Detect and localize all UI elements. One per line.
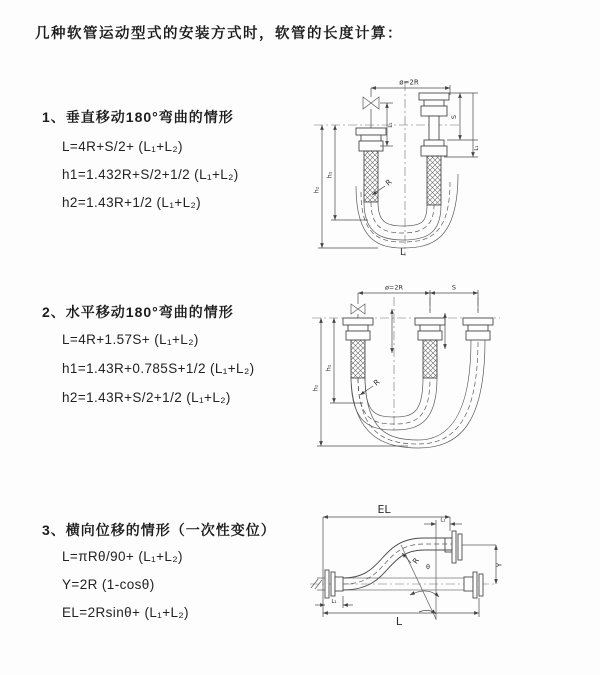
dim-l1-left [380,103,394,146]
label-radius: R [383,177,394,188]
label-l1-right: L₁ [474,145,480,151]
left-fitting [343,318,373,340]
label-width: ø=2R [399,78,419,87]
middle-braided-hose [423,340,437,378]
diagram-lateral-displacement [298,498,598,650]
label-width: ø=2R [384,283,404,292]
right-braided-hose [427,156,441,205]
centerlines [312,297,500,433]
section-2-formula-L: L=4R+1.57S+ (L₁+L₂) [62,332,199,347]
section-2-heading: 2、水平移动180°弯曲的情形 [42,304,234,320]
left-braided-hose [351,340,365,378]
label-h1: h₁ [324,364,333,372]
lower-right-flange [464,572,483,598]
section-3-heading: 3、横向位移的情形（一次性变位） [42,522,276,538]
diagram-vertical-180-bend [310,70,595,260]
left-fitting [356,128,386,151]
upper-flange [445,531,496,563]
label-h2: h₂ [311,384,320,392]
valve-icon [363,88,379,128]
radius-leader [402,553,421,566]
hose-u-curves [351,340,485,448]
label-h2: h₂ [312,186,321,194]
section-1-heading: 1、垂直移动180°弯曲的情形 [42,109,234,125]
section-1-formula-h1: h1=1.432R+S/2+1/2 (L₁+L₂) [62,167,239,182]
section-3-formula-EL: EL=2Rsinθ+ (L₁+L₂) [62,605,189,620]
right-fitting [419,93,449,156]
label-radius: R [371,377,382,388]
label-l1-bottom: L₁ [331,599,337,605]
label-length: L [400,247,406,258]
angle-annotation [401,528,439,620]
dim-l1-bottom [315,596,353,608]
dim-l1-right [444,93,480,157]
section-2-formula-h1: h1=1.43R+0.785S+1/2 (L₁+L₂) [62,361,255,376]
middle-fitting [415,318,445,340]
dim-l1-top [424,518,462,529]
label-radius: R [410,556,421,566]
label-h1: h₁ [325,171,334,179]
label-s: S [451,283,457,292]
section-3-formula-Y: Y=2R (1-cosθ) [62,577,155,592]
dim-l [323,598,479,628]
left-braided-hose [364,151,378,202]
section-3-formula-L: L=πRθ/90+ (L₁+L₂) [62,549,183,564]
dim-s [430,284,478,314]
label-theta: θ [426,563,430,571]
dim-y [496,545,504,584]
label-l1-left: L₁ [388,122,394,128]
diagram-horizontal-180-bend [308,283,598,458]
label-el: EL [377,503,391,516]
section-1-formula-h2: h2=1.43R+1/2 (L₁+L₂) [62,195,202,210]
right-fitting [463,318,493,340]
page-title: 几种软管运动型式的安装方式时，软管的长度计算： [35,26,403,42]
valve-icon [351,293,365,318]
section-1-formula-L: L=4R+S/2+ (L₁+L₂) [62,139,183,154]
label-length: L [395,615,403,628]
label-s: S [450,114,458,120]
radius-leader [360,377,382,395]
dim-width-2r [358,284,430,294]
label-y: Y [495,562,504,568]
dim-width-2r [371,79,450,96]
label-l1-top: L₁ [440,517,446,524]
section-2-formula-h2: h2=1.43R+S/2+1/2 (L₁+L₂) [62,390,231,405]
